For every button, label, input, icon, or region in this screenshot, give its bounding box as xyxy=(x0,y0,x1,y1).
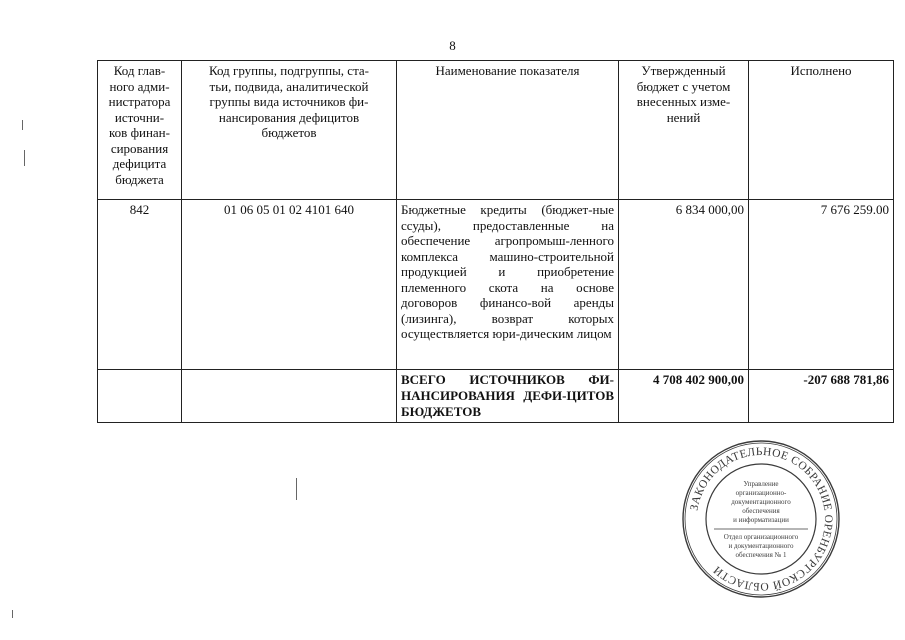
table-header-row xyxy=(98,61,894,200)
header-line: ков финан- xyxy=(109,125,170,140)
header-line: сирования xyxy=(110,140,169,156)
header-line: Исполнено xyxy=(790,63,852,78)
header-line: дефицита xyxy=(112,156,167,171)
header-line: бюджета xyxy=(115,171,164,187)
header-line: бюджетов xyxy=(261,125,317,140)
header-line: тьи, подвида, аналитической xyxy=(209,78,369,94)
executed-amount-cell: 7 676 259.00 xyxy=(749,200,894,370)
total-row xyxy=(98,370,894,423)
indicator-name-cell: Бюджетные кредиты (бюджет-ные ссуды), предоставленные на обеспечение агропромыш-ленного комплекса машино-строительной продукцией и приобретение племенного скота на основе договоров финансо-вой аренды (лизинга), возврат которых осуществляется юри-дическим лицом xyxy=(397,200,619,370)
total-approved-cell: 4 708 402 900,00 xyxy=(619,370,749,423)
header-executed xyxy=(749,61,894,200)
header-line: нансирования дефицитов xyxy=(218,109,360,125)
header-approved-budget xyxy=(619,61,749,200)
header-line: группы вида источников фи- xyxy=(209,94,369,109)
stamp-line: организационно- xyxy=(735,489,787,497)
scan-margin-mark xyxy=(12,610,13,618)
budget-sources-table xyxy=(97,60,894,423)
page-number: 8 xyxy=(449,38,456,53)
total-empty-cell xyxy=(98,370,182,423)
group-code-cell: 01 06 05 01 02 4101 640 xyxy=(182,200,397,370)
header-group-code xyxy=(182,61,397,200)
total-empty-cell xyxy=(182,370,397,423)
stamp-line: документационного xyxy=(731,498,791,506)
approved-amount-cell: 6 834 000,00 xyxy=(619,200,749,370)
stamp-line: обеспечения xyxy=(742,507,780,515)
official-seal-stamp xyxy=(680,438,842,600)
table-row xyxy=(98,200,894,370)
admin-code-cell: 842 xyxy=(98,200,182,370)
header-indicator-name xyxy=(397,61,619,200)
stamp-line: и информатизации xyxy=(733,516,789,524)
header-line: Наименование показателя xyxy=(435,63,580,78)
header-line: Код группы, подгруппы, ста- xyxy=(208,63,370,78)
header-line: ного адми- xyxy=(109,78,170,94)
header-line: источни- xyxy=(114,109,165,125)
header-line: нений xyxy=(666,109,701,125)
stamp-line: и документационного xyxy=(728,542,794,550)
scan-margin-mark xyxy=(24,150,25,166)
stamp-line: Управление xyxy=(743,480,779,488)
scan-margin-mark xyxy=(22,120,23,130)
header-line: Утвержденный xyxy=(641,63,726,78)
header-admin-code xyxy=(98,61,182,200)
header-line: внесенных изме- xyxy=(636,94,731,109)
header-line: Код глав- xyxy=(113,63,166,78)
stamp-outer-text: ЗАКОНОДАТЕЛЬНОЕ СОБРАНИЕ ОРЕНБУРГСКОЙ ОБЛАСТИ xyxy=(688,445,835,593)
scan-margin-mark xyxy=(296,478,297,500)
header-line: бюджет с учетом xyxy=(636,78,731,94)
stamp-line: обеспечения № 1 xyxy=(735,551,787,559)
total-name-cell: ВСЕГО ИСТОЧНИКОВ ФИ-НАНСИРОВАНИЯ ДЕФИ-ЦИТОВ БЮДЖЕТОВ xyxy=(397,370,619,423)
total-executed-cell: -207 688 781,86 xyxy=(749,370,894,423)
stamp-line: Отдел организационного xyxy=(723,533,799,541)
header-line: нистратора xyxy=(108,94,171,109)
